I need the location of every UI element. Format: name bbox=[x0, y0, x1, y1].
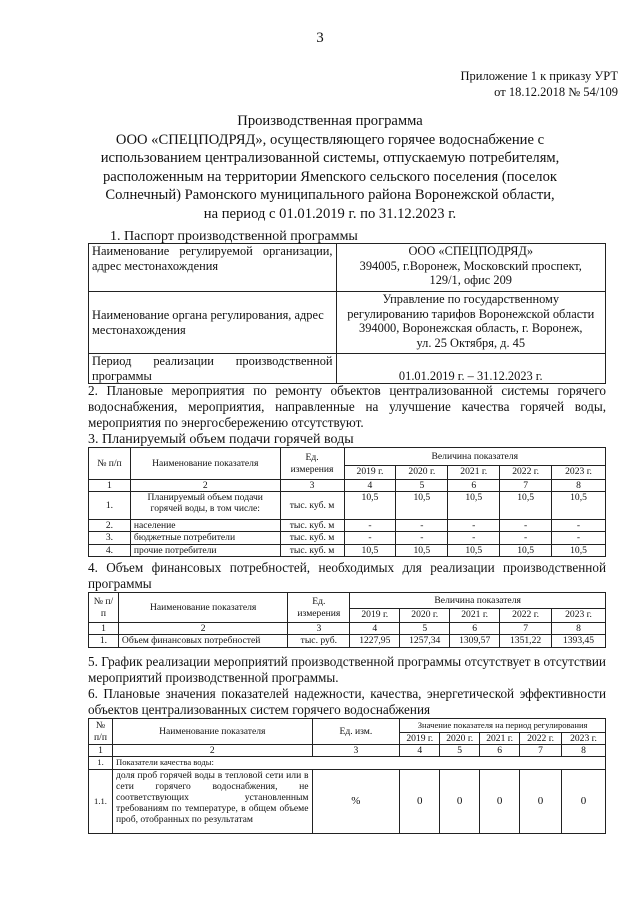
row-no: 3. bbox=[89, 532, 131, 544]
section-4-heading: 4. Объем финансовых потребностей, необходимых для реализации производственной программы bbox=[88, 560, 606, 591]
title-line-6: на период с 01.01.2019 г. по 31.12.2023 г. bbox=[203, 205, 457, 222]
column-number: 1 bbox=[89, 623, 119, 635]
passport-table bbox=[88, 243, 606, 384]
passport-value bbox=[336, 292, 605, 354]
passport-row bbox=[89, 292, 606, 354]
appendix-reference bbox=[338, 68, 618, 100]
row-name: доля проб горячей воды в тепловой сети или в сети горячего водоснабжения, не соответствующих установленным требованиям по температуре, в общем объеме проб, отобранных по результатам bbox=[112, 769, 312, 833]
column-number: 7 bbox=[520, 745, 562, 757]
title-line-3: использованием централизованной системы, отпускаемую потребителям, bbox=[100, 150, 560, 167]
indicators-table bbox=[88, 718, 606, 834]
header-year: 2020 г. bbox=[440, 733, 480, 745]
volume-table bbox=[88, 447, 606, 557]
row-value: - bbox=[396, 532, 448, 544]
org-address-2: 129/1, офис 209 bbox=[429, 273, 512, 287]
org-address-1: 394005, г.Воронеж, Московский проспект, bbox=[359, 258, 582, 273]
row-value: - bbox=[500, 532, 552, 544]
column-number: 6 bbox=[448, 480, 500, 492]
column-number-row bbox=[89, 623, 606, 635]
row-value: 10,5 bbox=[552, 492, 606, 520]
row-unit: тыс. куб. м bbox=[280, 544, 344, 556]
header-name: Наименование показателя bbox=[118, 593, 287, 623]
header-year: 2021 г. bbox=[480, 733, 520, 745]
column-number: 2 bbox=[112, 745, 312, 757]
passport-label: Наименование органа регулирования, адрес местонахождения bbox=[89, 292, 337, 354]
header-year: 2022 г. bbox=[500, 466, 552, 480]
row-unit: % bbox=[312, 769, 400, 833]
header-year: 2019 г. bbox=[350, 609, 400, 623]
group-name: Показатели качества воды: bbox=[112, 757, 605, 769]
row-value: 10,5 bbox=[500, 492, 552, 520]
column-number: 2 bbox=[118, 623, 287, 635]
column-number: 2 bbox=[130, 480, 280, 492]
column-number: 1 bbox=[89, 480, 131, 492]
row-value: 10,5 bbox=[396, 544, 448, 556]
section-3-heading: 3. Планируемый объем подачи горячей воды bbox=[88, 432, 354, 447]
column-number: 8 bbox=[552, 623, 606, 635]
title-line-2: ООО «СПЕЦПОДРЯД», осуществляющего горячее водоснабжение с bbox=[115, 131, 545, 148]
row-value: 10,5 bbox=[552, 544, 606, 556]
section-5-text: 5. График реализации мероприятий производственной программы отсутствует в отсутствии мероприятий производственной программы. bbox=[88, 654, 606, 685]
row-no: 2. bbox=[89, 520, 131, 532]
org-name: ООО «СПЕЦПОДРЯД» bbox=[408, 244, 534, 258]
row-value: 0 bbox=[480, 769, 520, 833]
row-value: - bbox=[500, 520, 552, 532]
column-number: 6 bbox=[450, 623, 500, 635]
row-no: 4. bbox=[89, 544, 131, 556]
row-value: 0 bbox=[400, 769, 440, 833]
column-number: 3 bbox=[280, 480, 344, 492]
column-number: 4 bbox=[400, 745, 440, 757]
column-number: 5 bbox=[396, 480, 448, 492]
column-number: 4 bbox=[350, 623, 400, 635]
row-unit: тыс. куб. м bbox=[280, 532, 344, 544]
row-value: - bbox=[552, 532, 606, 544]
row-value: - bbox=[344, 532, 396, 544]
row-value: - bbox=[396, 520, 448, 532]
regulator-address-2: ул. 25 Октября, д. 45 bbox=[416, 335, 526, 350]
row-name: Планируемый объем подачи горячей воды, в том числе: bbox=[130, 492, 280, 520]
row-name: прочие потребители bbox=[130, 544, 280, 556]
group-no: 1. bbox=[89, 757, 113, 769]
title-line-1: Производственная программа bbox=[237, 113, 423, 129]
header-value: Величина показателя bbox=[350, 593, 606, 609]
row-unit: тыс. куб. м bbox=[280, 492, 344, 520]
passport-label: Наименование регулируемой организации, адрес местонахождения bbox=[89, 244, 337, 292]
header-value: Значение показателя на период регулирования bbox=[400, 719, 606, 733]
table-row bbox=[89, 532, 606, 544]
appendix-line-2: от 18.12.2018 № 54/109 bbox=[494, 85, 618, 99]
table-row bbox=[89, 492, 606, 520]
header-unit: Ед. измерения bbox=[288, 593, 350, 623]
column-number: 4 bbox=[344, 480, 396, 492]
row-no: 1. bbox=[89, 635, 119, 648]
row-value: - bbox=[552, 520, 606, 532]
section-2-text: 2. Плановые мероприятия по ремонту объектов централизованной системы горячего водоснабжения, мероприятия, направленные на улучшение качества горячей воды, мероприятия по энергосбережению отсутствуют. bbox=[88, 383, 606, 430]
row-unit: тыс. руб. bbox=[288, 635, 350, 648]
row-value: 1393,45 bbox=[552, 635, 606, 648]
header-year: 2023 г. bbox=[552, 466, 606, 480]
column-number: 8 bbox=[562, 745, 606, 757]
row-value: - bbox=[448, 532, 500, 544]
finance-table bbox=[88, 592, 606, 648]
row-value: 10,5 bbox=[396, 492, 448, 520]
regulator-name-2: регулированию тарифов Воронежской области bbox=[347, 306, 595, 321]
column-number: 8 bbox=[552, 480, 606, 492]
column-number: 7 bbox=[500, 480, 552, 492]
header-year: 2019 г. bbox=[400, 733, 440, 745]
row-value: 10,5 bbox=[344, 544, 396, 556]
header-year: 2021 г. bbox=[450, 609, 500, 623]
row-value: 10,5 bbox=[344, 492, 396, 520]
header-name: Наименование показателя bbox=[130, 448, 280, 480]
column-number: 1 bbox=[89, 745, 113, 757]
table-row bbox=[89, 635, 606, 648]
table-row bbox=[89, 544, 606, 556]
row-name: Объем финансовых потребностей bbox=[118, 635, 287, 648]
passport-value: 01.01.2019 г. – 31.12.2023 г. bbox=[336, 354, 605, 384]
document-title bbox=[60, 112, 600, 224]
column-number: 5 bbox=[440, 745, 480, 757]
section-1-heading: 1. Паспорт производственной программы bbox=[110, 229, 358, 244]
header-no: № п/п bbox=[89, 719, 113, 745]
section-6-heading: 6. Плановые значения показателей надежности, качества, энергетической эффективности объектов централизованных систем горячего водоснабжения bbox=[88, 686, 606, 717]
header-year: 2019 г. bbox=[344, 466, 396, 480]
row-value: 1257,34 bbox=[400, 635, 450, 648]
page-number: 3 bbox=[316, 30, 324, 46]
row-value: - bbox=[448, 520, 500, 532]
header-year: 2020 г. bbox=[400, 609, 450, 623]
appendix-line-1: Приложение 1 к приказу УРТ bbox=[460, 69, 618, 83]
header-no: № п/п bbox=[89, 593, 119, 623]
column-number: 6 bbox=[480, 745, 520, 757]
row-value: 0 bbox=[520, 769, 562, 833]
table-row bbox=[89, 520, 606, 532]
column-number: 7 bbox=[500, 623, 552, 635]
passport-row bbox=[89, 244, 606, 292]
row-value: - bbox=[344, 520, 396, 532]
title-line-4: расположенным на территории Ямenского сельского поселения (поселок bbox=[103, 168, 557, 185]
row-value: 1351,22 bbox=[500, 635, 552, 648]
row-value: 0 bbox=[440, 769, 480, 833]
column-number-row bbox=[89, 480, 606, 492]
row-value: 10,5 bbox=[448, 492, 500, 520]
header-no: № п/п bbox=[89, 448, 131, 480]
row-name: бюджетные потребители bbox=[130, 532, 280, 544]
passport-row bbox=[89, 354, 606, 384]
column-number-row bbox=[89, 745, 606, 757]
row-unit: тыс. куб. м bbox=[280, 520, 344, 532]
title-line-5: Солнечный) Рамонского муниципального района Воронежской области, bbox=[105, 187, 555, 204]
header-year: 2021 г. bbox=[448, 466, 500, 480]
row-no: 1.1. bbox=[89, 769, 113, 833]
row-no: 1. bbox=[89, 492, 131, 520]
row-value: 10,5 bbox=[448, 544, 500, 556]
header-unit: Ед. изм. bbox=[312, 719, 400, 745]
column-number: 3 bbox=[312, 745, 400, 757]
table-row bbox=[89, 769, 606, 833]
row-value: 0 bbox=[562, 769, 606, 833]
header-year: 2022 г. bbox=[520, 733, 562, 745]
header-name: Наименование показателя bbox=[112, 719, 312, 745]
column-number: 5 bbox=[400, 623, 450, 635]
row-name: население bbox=[130, 520, 280, 532]
header-year: 2023 г. bbox=[552, 609, 606, 623]
table-group-row bbox=[89, 757, 606, 769]
header-year: 2023 г. bbox=[562, 733, 606, 745]
header-year: 2022 г. bbox=[500, 609, 552, 623]
header-unit: Ед. измерения bbox=[280, 448, 344, 480]
column-number: 3 bbox=[288, 623, 350, 635]
header-value: Величина показателя bbox=[344, 448, 606, 466]
row-value: 1309,57 bbox=[450, 635, 500, 648]
regulator-name-1: Управление по государственному bbox=[382, 292, 560, 306]
passport-value bbox=[336, 244, 605, 292]
row-value: 1227,95 bbox=[350, 635, 400, 648]
row-value: 10,5 bbox=[500, 544, 552, 556]
header-year: 2020 г. bbox=[396, 466, 448, 480]
regulator-address-1: 394000, Воронежская область, г. Воронеж, bbox=[359, 321, 583, 335]
passport-label: Период реализации производственной программы bbox=[89, 354, 337, 384]
